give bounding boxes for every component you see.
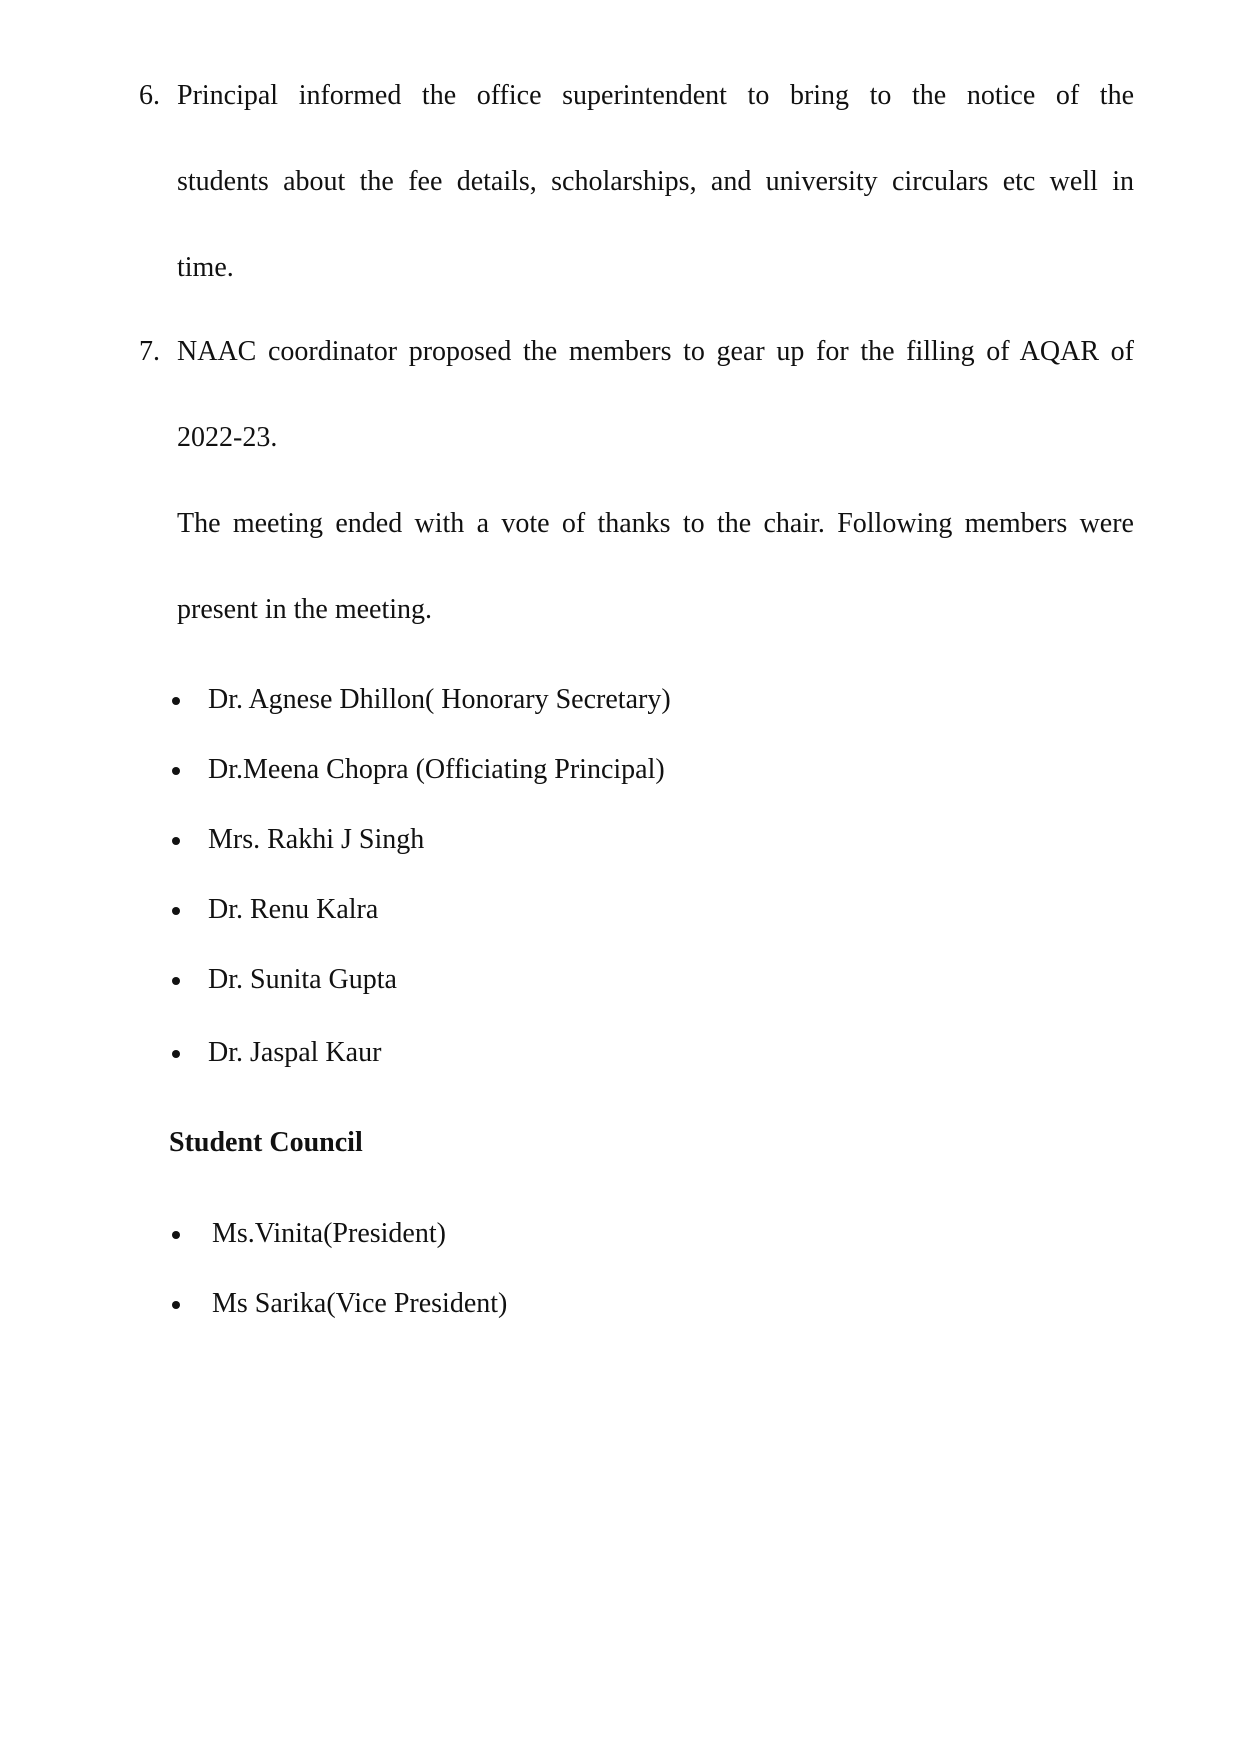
bullet-dot [172, 697, 180, 705]
closing-line-1: The meeting ended with a vote of thanks to the chair. Following members were [177, 508, 1134, 539]
bullet-dot [172, 1301, 180, 1309]
bullet-dot [172, 837, 180, 845]
item-7-line-2: 2022-23. [177, 422, 278, 453]
student-council-heading: Student Council [169, 1127, 363, 1158]
item-6-line-3: time. [177, 252, 234, 283]
bullet-dot [172, 1050, 180, 1058]
council-member-item: Ms Sarika(Vice President) [212, 1288, 508, 1319]
member-item: Dr. Agnese Dhillon( Honorary Secretary) [208, 684, 671, 715]
item-7-line-1: NAAC coordinator proposed the members to gear up for the filling of AQAR of [177, 336, 1134, 367]
bullet-dot [172, 1231, 180, 1239]
council-member-item: Ms.Vinita(President) [212, 1218, 446, 1249]
bullet-dot [172, 907, 180, 915]
bullet-dot [172, 977, 180, 985]
member-item: Dr. Renu Kalra [208, 894, 379, 925]
item-6-number: 6. [139, 80, 160, 111]
item-7-number: 7. [139, 336, 160, 367]
item-6-line-1: Principal informed the office superintendent to bring to the notice of the [177, 80, 1134, 111]
closing-line-2: present in the meeting. [177, 594, 433, 625]
member-item: Dr. Jaspal Kaur [208, 1037, 382, 1068]
member-item: Dr. Sunita Gupta [208, 964, 397, 995]
bullet-dot [172, 767, 180, 775]
item-6-line-2: students about the fee details, scholarships, and university circulars etc well in [177, 166, 1134, 197]
member-item: Mrs. Rakhi J Singh [208, 824, 425, 855]
member-item: Dr.Meena Chopra (Officiating Principal) [208, 754, 665, 785]
